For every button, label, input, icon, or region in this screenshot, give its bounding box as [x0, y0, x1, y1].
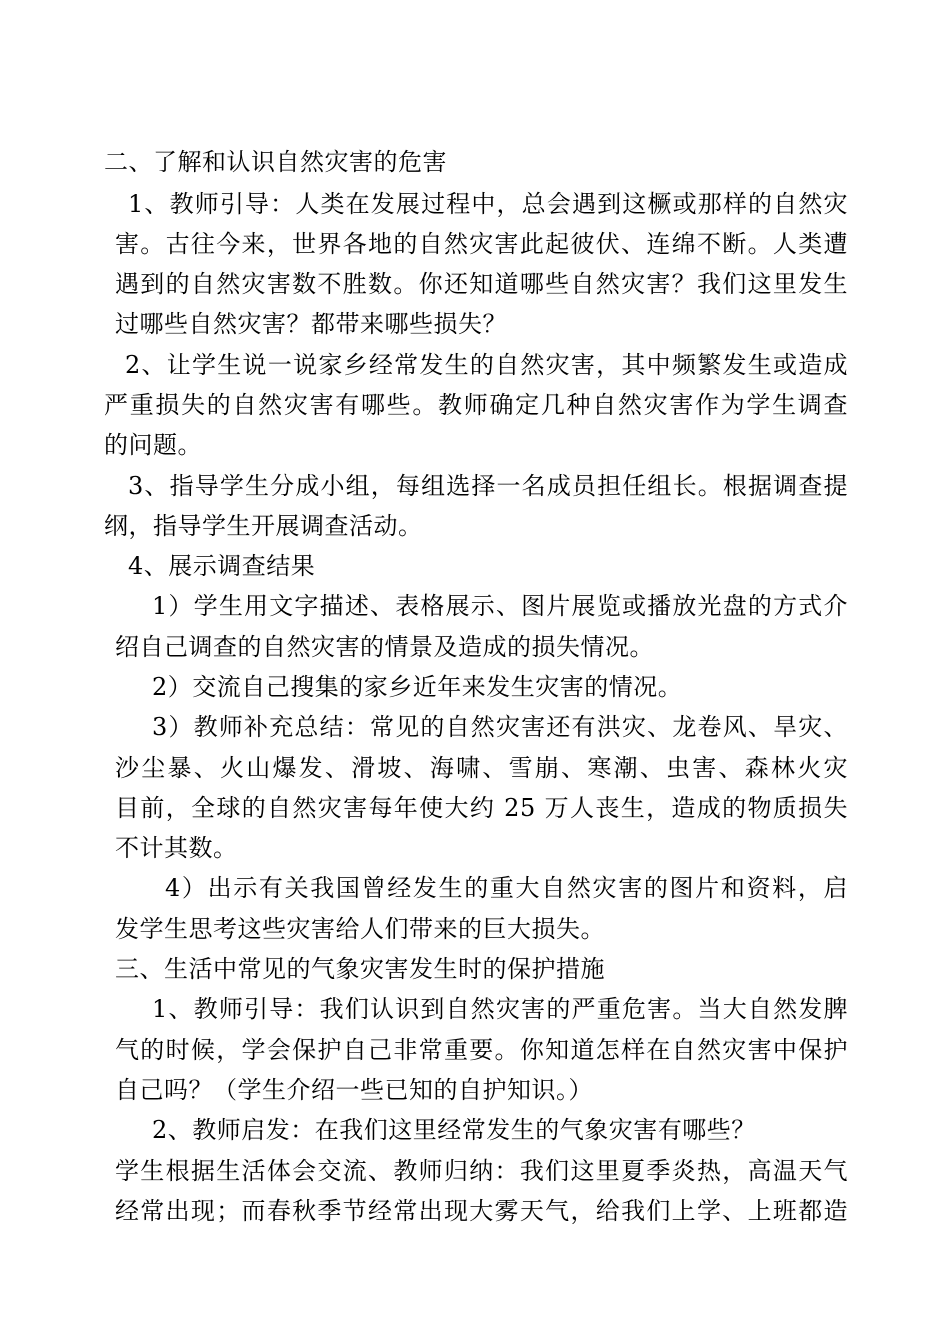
text-line: 3、指导学生分成小组，每组选择一名成员担任组长。根据调查提 — [128, 472, 848, 500]
text-line: 2、让学生说一说家乡经常发生的自然灾害，其中频繁发生或造成 — [125, 351, 848, 379]
text-line: 过哪些自然灾害？都带来哪些损失？ — [115, 310, 507, 338]
text-line: 遇到的自然灾害数不胜数。你还知道哪些自然灾害？我们这里发生 — [115, 270, 848, 298]
section-heading-3: 三、生活中常见的气象灾害发生时的保护措施 — [115, 955, 605, 983]
text-line: 的问题。 — [104, 431, 202, 459]
subheading-line: 4、展示调查结果 — [128, 552, 316, 580]
text-line: 1、教师引导：我们认识到自然灾害的严重危害。当大自然发脾 — [152, 995, 848, 1023]
text-line: 纲，指导学生开展调查活动。 — [104, 512, 423, 540]
text-line: 严重损失的自然灾害有哪些。教师确定几种自然灾害作为学生调查 — [104, 391, 848, 419]
text-line: 害。古往今来，世界各地的自然灾害此起彼伏、连绵不断。人类遭 — [115, 230, 848, 258]
text-line: 2）交流自己搜集的家乡近年来发生灾害的情况。 — [152, 673, 683, 701]
text-line: 目前，全球的自然灾害每年使大约 25 万人丧生，造成的物质损失 — [115, 794, 848, 822]
text-line: 4）出示有关我国曾经发生的重大自然灾害的图片和资料，启 — [165, 874, 848, 902]
text-line: 气的时候，学会保护自己非常重要。你知道怎样在自然灾害中保护 — [115, 1036, 848, 1064]
text-line: 1）学生用文字描述、表格展示、图片展览或播放光盘的方式介 — [152, 592, 848, 620]
text-line: 绍自己调查的自然灾害的情景及造成的损失情况。 — [115, 633, 654, 661]
text-line: 1、教师引导：人类在发展过程中，总会遇到这橛或那样的自然灾 — [128, 190, 848, 218]
text-line: 经常出现；而春秋季节经常出现大雾天气，给我们上学、上班都造 — [115, 1197, 848, 1225]
section-heading-2: 二、了解和认识自然灾害的危害 — [104, 148, 447, 176]
text-line: 3）教师补充总结：常见的自然灾害还有洪灾、龙卷风、旱灾、 — [152, 713, 848, 741]
text-line: 2、教师启发：在我们这里经常发生的气象灾害有哪些？ — [152, 1116, 756, 1144]
text-line: 自己吗？（学生介绍一些已知的自护知识。） — [115, 1076, 593, 1104]
text-line: 发学生思考这些灾害给人们带来的巨大损失。 — [115, 915, 605, 943]
text-line: 学生根据生活体会交流、教师归纳：我们这里夏季炎热，高温天气 — [115, 1157, 848, 1185]
text-line: 沙尘暴、火山爆发、滑坡、海啸、雪崩、寒潮、虫害、森林火灾 — [115, 754, 848, 782]
text-line: 不计其数。 — [115, 834, 238, 862]
